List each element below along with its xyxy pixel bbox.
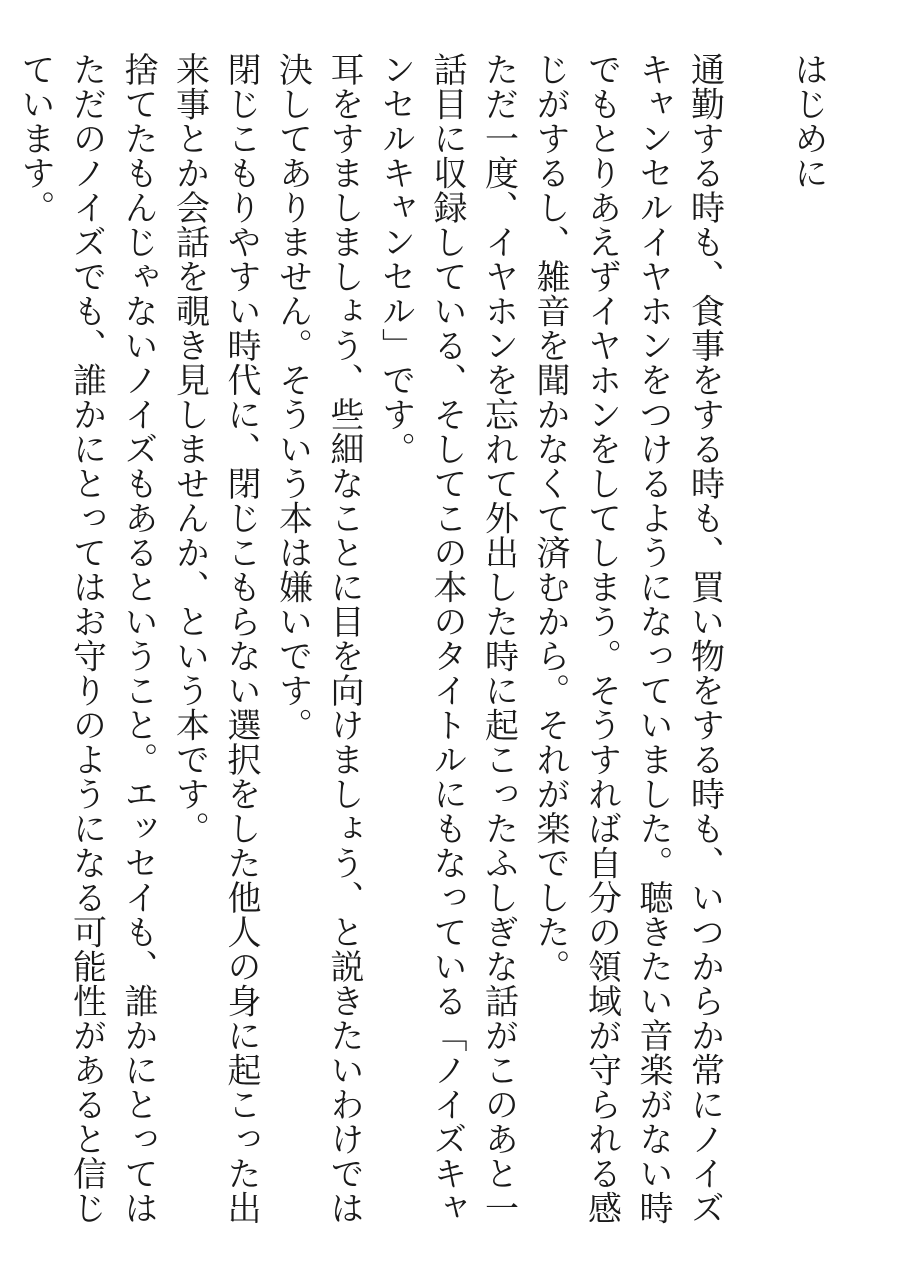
page-heading: はじめに xyxy=(788,52,828,190)
paragraph-3: 耳をすましましょう、些細なことに目を向けましょう、と説きたいわけでは決してありません。そういう本は嫌いです。 xyxy=(272,52,364,1225)
vertical-text-body xyxy=(9,52,834,1232)
paragraph-4: 閉じこもりやすい時代に、閉じこもらない選択をした他人の身に起こった出来事とか会話を覗き見しませんか、という本です。 xyxy=(169,52,261,1225)
paragraph-2: ただ一度、イヤホンを忘れて外出した時に起こったふしぎな話がこのあと一話目に収録している、そしてこの本のタイトルにもなっている「ノイズキャンセルキャンセル」です。 xyxy=(375,52,519,1225)
paragraph-5: 捨てたもんじゃないノイズもあるということ。エッセイも、誰かにとってはただのノイズでも、誰かにとってはお守りのようになる可能性があると信じています。 xyxy=(15,52,158,1225)
paragraph-1: 通勤する時も、食事をする時も、買い物をする時も、いつからか常にノイズキャンセルイヤホンをつけるようになっていました。聴きたい音楽がない時でもとりあえずイヤホンをしてしまう。そうすれば自分の領域が守られる感じがするし、雑音を聞かなくて済むから。それが楽でした。 xyxy=(530,52,725,1225)
